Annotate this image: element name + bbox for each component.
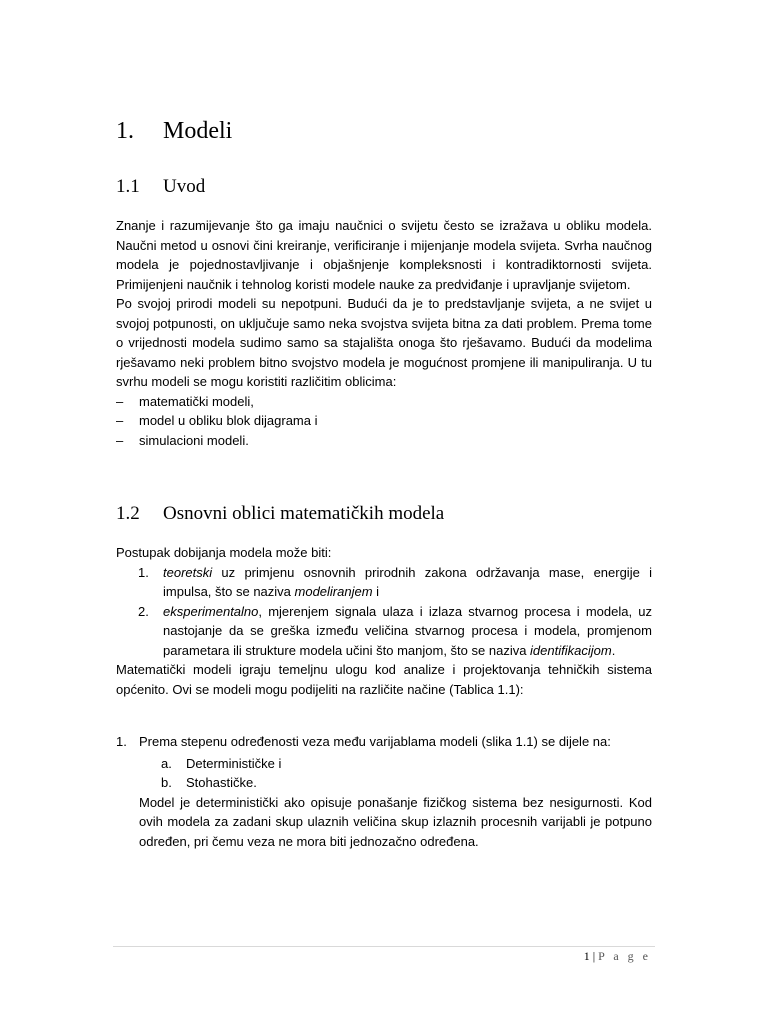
section-title: Uvod bbox=[163, 176, 206, 197]
chapter-title: Modeli bbox=[163, 118, 233, 144]
list-item-text: Stohastičke. bbox=[186, 775, 257, 790]
footer-divider bbox=[113, 946, 655, 947]
list-item-text: , mjerenjem signala ulaza i izlaza stvarnog procesa i modela, uz nastojanje da se greška između veličina stvarnog procesa i modela, promjenom parametara ili strukture modela učini što manjom, što se naziva bbox=[163, 603, 652, 658]
chapter-number: 1. bbox=[116, 118, 134, 144]
list-item-text: . bbox=[611, 642, 616, 658]
list-item bbox=[116, 563, 652, 602]
page-footer bbox=[584, 948, 651, 964]
list-item bbox=[116, 602, 652, 661]
page-label: P a g e bbox=[598, 949, 651, 963]
list-item-text: Prema stepenu određenosti veza među varijablama modeli (slika 1.1) se dijele na: bbox=[139, 734, 611, 749]
list-item bbox=[116, 732, 652, 851]
paragraph: Model je deterministički ako opisuje ponašanje fizičkog sistema bez nesigurnosti. Kod ovih modela za zadani skup ulaznih veličina skup izlaznih procesnih varijabli je potpuno određen, pri čemu veza ne mora biti jednozačno određena. bbox=[139, 794, 652, 849]
list-item-text: uz primjenu osnovnih prirodnih zakona održavanja mase, energije i impulsa, što se naziva bbox=[163, 564, 652, 599]
footer-separator: | bbox=[589, 949, 599, 963]
list-item bbox=[116, 392, 652, 412]
paragraph: Po svojoj prirodi modeli su nepotpuni. Budući da je to predstavljanje svijeta, a ne svijet u svojoj potpunosti, on uključuje samo neka svojstva svijeta bitna za dati problem. Prema tome o vrijednosti modela sudimo samo sa stajališta onoga što rješavamo. Budući da modelima rješavamo neki problem bitno svojstvo modela je mogućnost promjene ili manipuliranja. U tu svrhu modeli se mogu koristiti različitim oblicima: bbox=[116, 296, 652, 389]
classification-list bbox=[116, 732, 652, 851]
term: identifikacijom bbox=[530, 642, 612, 658]
term: eksperimentalno bbox=[163, 603, 259, 619]
section-number: 1.2 bbox=[116, 503, 140, 524]
list-item bbox=[139, 773, 652, 793]
list-marker: b. bbox=[161, 775, 172, 790]
term: teoretski bbox=[163, 564, 213, 580]
section-body-osnovni-oblici bbox=[116, 543, 652, 699]
list-marker: – bbox=[116, 413, 124, 428]
list-marker: 2. bbox=[138, 603, 149, 619]
chapter-heading bbox=[116, 116, 232, 146]
paragraph: Znanje i razumijevanje što ga imaju naučnici o svijetu često se izražava u obliku modela. Naučni metod u osnovi čini kreiranje, verificiranje i mijenjanje modela svijeta. Svrha naučnog modela je pojednostavljivanje i objašnjenje kompleksnosti i kontradiktornosti svijeta. Primijenjeni naučnik i tehnolog koristi modele nauke za predviđanje i upravljanje svijetom. bbox=[116, 218, 652, 292]
section-body-uvod bbox=[116, 216, 652, 450]
paragraph: Postupak dobijanja modela može biti: bbox=[116, 545, 332, 560]
list-marker: 1. bbox=[116, 734, 127, 749]
section-number: 1.1 bbox=[116, 176, 140, 197]
list-item-text: matematički modeli, bbox=[139, 393, 254, 409]
section-title: Osnovni oblici matematičkih modela bbox=[163, 503, 445, 524]
section-heading-uvod bbox=[116, 175, 205, 199]
list-item-text: model u obliku blok dijagrama i bbox=[139, 413, 318, 428]
list-marker: – bbox=[116, 393, 124, 409]
list-marker: a. bbox=[161, 755, 172, 771]
list-item-text: simulacioni modeli. bbox=[139, 432, 249, 448]
modeling-methods-list bbox=[116, 563, 652, 661]
list-marker: – bbox=[116, 432, 124, 448]
classification-section bbox=[116, 732, 652, 851]
list-item-text: i bbox=[372, 584, 380, 599]
paragraph: Matematički modeli igraju temeljnu ulogu kod analize i projektovanja tehničkih sistema općenito. Ovi se modeli mogu podijeliti na različite načine (Tablica 1.1): bbox=[116, 662, 652, 697]
list-marker: 1. bbox=[138, 564, 149, 580]
model-forms-list bbox=[116, 392, 652, 451]
term: modeliranjem bbox=[294, 584, 373, 599]
list-item bbox=[139, 754, 652, 774]
list-item bbox=[116, 411, 652, 431]
sub-list bbox=[139, 754, 652, 793]
section-heading-osnovni-oblici bbox=[116, 502, 444, 526]
page-number: 1 bbox=[583, 949, 590, 963]
list-item bbox=[116, 431, 652, 451]
list-item-text: Determinističke i bbox=[186, 755, 282, 771]
